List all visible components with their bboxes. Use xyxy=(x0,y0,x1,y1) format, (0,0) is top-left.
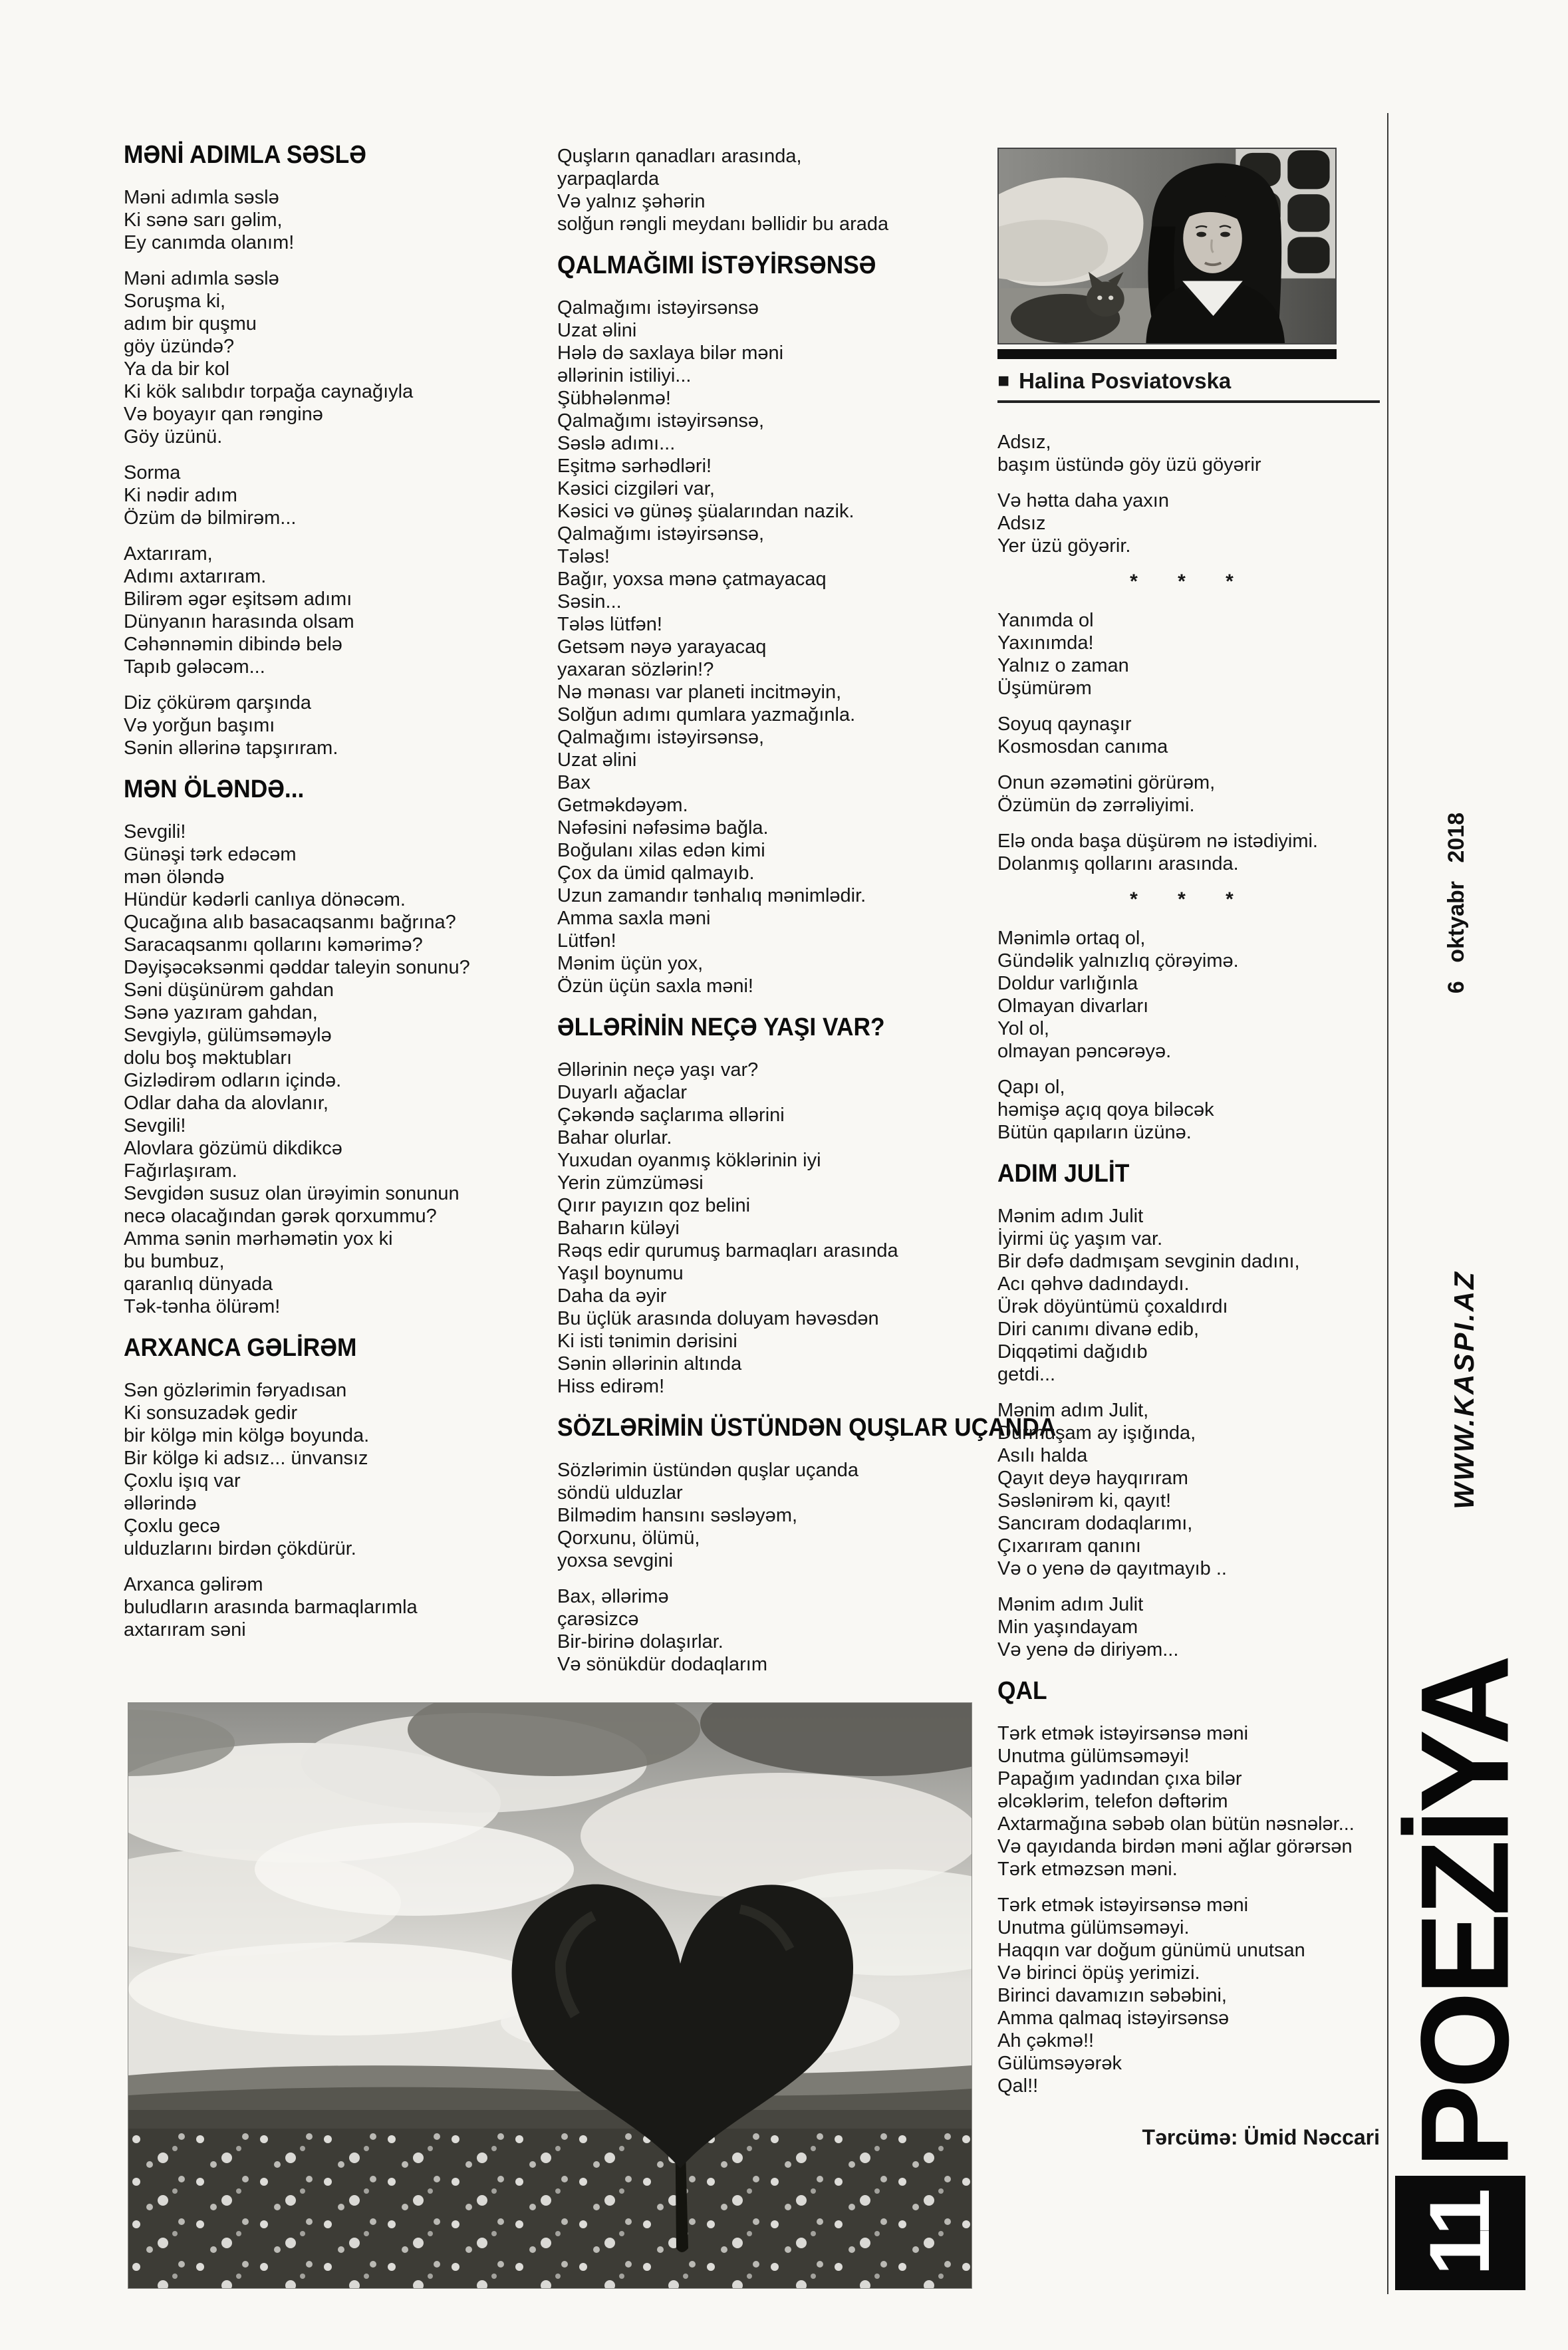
stanza xyxy=(997,830,1383,875)
poem-line: Elə onda başa düşürəm nə istədiyimi. xyxy=(997,831,1318,852)
poem-line: Qorxunu, ölümü, xyxy=(557,1527,700,1549)
poem-line: çarəsizcə xyxy=(557,1609,639,1630)
poem-line: Hələ də saxlaya bilər məni xyxy=(557,342,784,364)
poem-title: SÖZLƏRİMİN ÜSTÜNDƏN QUŞLAR UÇANDA xyxy=(557,1414,1057,1442)
poem-line: Durmuşam ay işığında, xyxy=(997,1422,1196,1444)
poem-line: göy üzündə? xyxy=(124,336,235,357)
poem-line: Uzun zamandır tənhalıq mənimlədir. xyxy=(557,885,866,906)
photo-caption xyxy=(997,368,1380,394)
poem-line: Doldur varlığınla xyxy=(997,973,1138,994)
poem-line: Çəkəndə saçlarıma əllərini xyxy=(557,1105,785,1126)
poem-line: başım üstündə göy üzü göyərir xyxy=(997,454,1261,475)
poem-line: Tələs lütfən! xyxy=(557,614,662,635)
poem-line: adım bir quşmu xyxy=(124,313,257,334)
poem-line: Sancıram dodaqlarımı, xyxy=(997,1513,1193,1534)
poem-line: Acı qəhvə dadındaydı. xyxy=(997,1273,1190,1295)
poem-line: Kəsici cizgiləri var, xyxy=(557,478,715,499)
poem-line: Yaşıl boynumu xyxy=(557,1263,684,1284)
poem-line: solğun rəngli meydanı bəllidir bu arada xyxy=(557,213,889,235)
stanza xyxy=(997,713,1383,758)
poem-line: Adsız xyxy=(997,513,1046,534)
poem-line: Arxanca gəlirəm xyxy=(124,1574,263,1595)
poem-line: Qayıt deyə hayqırıram xyxy=(997,1468,1188,1489)
poem-line: İyirmi üç yaşım var. xyxy=(997,1228,1163,1249)
poem-line: Səsin... xyxy=(557,591,622,612)
stanza xyxy=(124,1379,549,1560)
poem-line: Eşitmə sərhədləri! xyxy=(557,456,712,477)
poem-line: Sevgiylə, gülümsəməylə xyxy=(124,1025,332,1046)
poem-title: ADIM JULİT xyxy=(997,1160,1130,1188)
poem-line: Qal!! xyxy=(997,2075,1039,2097)
poem-line: Məni adımla səslə xyxy=(124,187,279,208)
poem-line: Özüm də bilmirəm... xyxy=(124,507,297,529)
poem-line: axtarıram səni xyxy=(124,1619,246,1640)
poem-line: Mənim adım Julit xyxy=(997,1594,1144,1615)
poem-line: Saracaqsanmı qollarını kəmərimə? xyxy=(124,934,423,956)
poem-line: Qalmağımı istəyirsənsə, xyxy=(557,523,765,545)
poem-line: Bütün qapıların üzünə. xyxy=(997,1122,1192,1143)
poem-line: Uzat əlini xyxy=(557,320,637,341)
poem-line: Bahar olurlar. xyxy=(557,1127,672,1148)
poem-line: Şübhələnmə! xyxy=(557,388,671,409)
poem-line: Tərk etmək istəyirsənsə məni xyxy=(997,1723,1249,1744)
poem-line: Getməkdəyəm. xyxy=(557,795,688,816)
stanza-separator: * * * xyxy=(1130,571,1251,592)
stanza xyxy=(124,267,549,448)
poem-line: Özümün də zərrəliyimi. xyxy=(997,795,1195,816)
poem-line: Və qayıdanda birdən məni ağlar görərsən xyxy=(997,1836,1353,1857)
stanza xyxy=(997,1205,1383,1386)
caption-rule xyxy=(997,400,1380,403)
poem-line: Qucağına alıb basacaqsanmı bağrına? xyxy=(124,912,456,933)
poem-line: Kəsici və günəş şüalarından nazik. xyxy=(557,501,854,522)
poem-line: Ah çəkmə!! xyxy=(997,2030,1095,2051)
stanza xyxy=(997,1593,1383,1661)
stanza xyxy=(124,543,549,678)
poem-line: Yer üzü göyərir. xyxy=(997,535,1131,557)
poem-line: Dolanmış qollarını arasında. xyxy=(997,853,1239,874)
poem-line: Bax, əllərimə xyxy=(557,1586,669,1607)
poem-line: Çoxlu işıq var xyxy=(124,1470,241,1492)
poem-line: Olmayan divarları xyxy=(997,995,1149,1017)
poem-line: Hündür kədərli canlıya dönəcəm. xyxy=(124,889,406,910)
poem-line: Ey canımda olanım! xyxy=(124,232,295,253)
stanza xyxy=(557,1059,989,1398)
poem-line: qaranlıq dünyada xyxy=(124,1273,273,1295)
poem-line: Lütfən! xyxy=(557,930,616,952)
poem-line: Bağır, yoxsa mənə çatmayacaq xyxy=(557,569,827,590)
poem-line: Və boyayır qan rənginə xyxy=(124,404,323,425)
poem-line: söndü ulduzlar xyxy=(557,1482,683,1503)
poem-line: Uzat əlini xyxy=(557,749,637,771)
poem-line: yaxaran sözlərin!? xyxy=(557,659,714,680)
poem-line: Bir kölgə ki adsız... ünvansız xyxy=(124,1448,368,1469)
poem-line: Gizlədirəm odların içində. xyxy=(124,1070,342,1091)
poem-line: Tərk etmək istəyirsənsə məni xyxy=(997,1894,1249,1916)
poem-line: Adsız, xyxy=(997,432,1051,453)
stanza xyxy=(997,771,1383,817)
poem-line: mən öləndə xyxy=(124,866,225,888)
poetry-column-3-text xyxy=(997,431,1383,2097)
poem-line: həmişə açıq qoya biləcək xyxy=(997,1099,1214,1120)
poem-line: Amma saxla məni xyxy=(557,908,711,929)
poem-line: Boğulanı xilas edən kimi xyxy=(557,840,765,861)
page-number-box xyxy=(1395,2176,1525,2290)
poem-line: Məni adımla səslə xyxy=(124,268,279,289)
stanza xyxy=(124,186,549,254)
poem-line: Çoxlu gecə xyxy=(124,1515,221,1537)
poem-line: Qalmağımı istəyirsənsə xyxy=(557,297,759,319)
poem-line: Alovlara gözümü dikdikcə xyxy=(124,1138,342,1159)
stanza xyxy=(557,1459,989,1572)
poem-line: Mənim adım Julit, xyxy=(997,1400,1149,1421)
right-edge-divider-rule xyxy=(1387,113,1388,2294)
stanza xyxy=(557,297,989,997)
poem-line: buludların arasında barmaqlarımla xyxy=(124,1597,418,1618)
poem-line: əllərinin istiliyi... xyxy=(557,365,692,386)
poem-line: Günəşi tərk edəcəm xyxy=(124,844,297,865)
poem-line: Qalmağımı istəyirsənsə, xyxy=(557,727,765,748)
poem-line: yoxsa sevgini xyxy=(557,1550,674,1571)
poem-line: Papağım yadından çıxa bilər xyxy=(997,1768,1242,1789)
poem-line: Diri canımı divanə edib, xyxy=(997,1319,1200,1340)
heart-tree-illustration xyxy=(128,1703,972,2288)
poem-line: Ki sənə sarı gəlim, xyxy=(124,209,283,231)
poem-line: Ki kök salıbdır torpağa caynağıyla xyxy=(124,381,414,402)
poem-line: Haqqın var doğum günümü unutsan xyxy=(997,1940,1305,1961)
poem-line: Tələs! xyxy=(557,546,610,567)
stanza xyxy=(997,1894,1383,2097)
poem-line: Tək-tənha ölürəm! xyxy=(124,1296,281,1317)
stanza xyxy=(997,1076,1383,1144)
poem-line: Unutma gülümsəməyi. xyxy=(997,1917,1190,1938)
poem-line: bir kölgə min kölgə boyunda. xyxy=(124,1425,370,1446)
poem-line: Bax xyxy=(557,772,590,793)
poem-line: bu bumbuz, xyxy=(124,1251,225,1272)
poem-line: Sən gözlərimin fəryadısan xyxy=(124,1380,347,1401)
poem-line: Duyarlı ağaclar xyxy=(557,1082,688,1103)
poem-line: yarpaqlarda xyxy=(557,168,660,190)
poem-line: Sorma xyxy=(124,462,181,483)
poem-line: Getsəm nəyə yarayacaq xyxy=(557,636,767,658)
heart-tree-photo xyxy=(128,1702,972,2289)
poem-line: əllərində xyxy=(124,1493,197,1514)
poem-line: Yuxudan oyanmış köklərinin iyi xyxy=(557,1150,821,1171)
poem-line: Baharın küləyi xyxy=(557,1218,680,1239)
poem-line: Nə mənası var planeti incitməyin, xyxy=(557,682,842,703)
poem-line: ulduzlarını birdən çökdürür. xyxy=(124,1538,356,1559)
poem-line: Fağırlaşıram. xyxy=(124,1160,237,1182)
poem-line: Qalmağımı istəyirsənsə, xyxy=(557,410,765,432)
poem-line: Rəqs edir qurumuş barmaqları arasında xyxy=(557,1240,898,1261)
poem-line: Səslə adımı... xyxy=(557,433,676,454)
poem-line: Sözlərimin üstündən quşlar uçanda xyxy=(557,1460,858,1481)
poem-line: Quşların qanadları arasında, xyxy=(557,146,802,167)
poem-line: Və sönükdür dodaqlarım xyxy=(557,1654,767,1675)
poem-line: Yerin zümzüməsi xyxy=(557,1172,704,1194)
poem-line: Sevgili! xyxy=(124,1115,186,1136)
poem-title: ƏLLƏRİNİN NEÇƏ YAŞI VAR? xyxy=(557,1013,885,1041)
poem-line: Özün üçün saxla məni! xyxy=(557,976,753,997)
poem-line: Çıxarıram qanını xyxy=(997,1535,1141,1557)
poem-line: Dəyişəcəksənmi qəddar taleyin sonunu? xyxy=(124,957,470,978)
issue-date-vertical: 6 oktyabr 2018 xyxy=(1444,812,1469,994)
stanza xyxy=(124,461,549,529)
stanza xyxy=(997,1399,1383,1580)
poem-line: Tapıb gələcəm... xyxy=(124,656,265,678)
poem-line: Sənin əllərinə tapşırıram. xyxy=(124,737,338,759)
poem-line: Səni düşünürəm gahdan xyxy=(124,979,334,1001)
poem-line: Ki nədir adım xyxy=(124,485,237,506)
stanza xyxy=(997,489,1383,557)
poem-line: Daha da əyir xyxy=(557,1285,667,1307)
poem-line: getdi... xyxy=(997,1364,1056,1385)
poet-portrait-photo xyxy=(997,148,1337,344)
stanza-separator: * * * xyxy=(1130,888,1251,910)
poem-title: QALMAĞIMI İSTƏYİRSƏNSƏ xyxy=(557,251,876,279)
poem-line: Axtarmağına səbəb olan bütün nəsnələr... xyxy=(997,1813,1355,1835)
poem-line: Göy üzünü. xyxy=(124,426,223,448)
poem-line: Axtarıram, xyxy=(124,543,213,565)
poem-line: Ya da bir kol xyxy=(124,358,230,380)
poem-line: Amma qalmaq istəyirsənsə xyxy=(997,2008,1230,2029)
poem-line: Gündəlik yalnızlıq çörəyimə. xyxy=(997,950,1239,972)
poem-line: dolu boş məktubları xyxy=(124,1047,293,1069)
poem-title: ARXANCA GƏLİRƏM xyxy=(124,1334,357,1362)
poem-line: Və yalnız şəhərin xyxy=(557,191,706,212)
poem-line: Bilirəm əgər eşitsəm adımı xyxy=(124,588,352,610)
poem-line: Yaxınımda! xyxy=(997,632,1094,654)
poem-line: necə olacağından gərək qorxummu? xyxy=(124,1206,437,1227)
poem-line: Bir-birinə dolaşırlar. xyxy=(557,1631,723,1652)
poem-line: Və hətta daha yaxın xyxy=(997,490,1169,511)
page-number: 11 xyxy=(1412,2190,1508,2276)
poem-line: Sevgili! xyxy=(124,821,186,843)
poem-line: Qırır payızın qoz belini xyxy=(557,1195,751,1216)
poem-line: Nəfəsini nəfəsimə bağla. xyxy=(557,817,769,839)
poem-line: Sənin əllərinin altında xyxy=(557,1353,742,1374)
stanza xyxy=(997,1722,1383,1881)
poem-line: Asılı halda xyxy=(997,1445,1088,1466)
poem-line: Hiss edirəm! xyxy=(557,1376,665,1397)
stanza xyxy=(124,1573,549,1641)
photo-caption-text: Halina Posviatovska xyxy=(1019,368,1232,393)
poem-line: Odlar daha da alovlanır, xyxy=(124,1093,328,1114)
poem-title: MƏNİ ADIMLA SƏSLƏ xyxy=(124,141,366,169)
stanza xyxy=(124,821,549,1318)
poem-line: Cəhənnəmin dibində belə xyxy=(124,634,342,655)
poem-line: Üşümürəm xyxy=(997,678,1092,699)
poem-line: Ki isti tənimin dərisini xyxy=(557,1331,737,1352)
poem-line: Sevgidən susuz olan ürəyimin sonunun xyxy=(124,1183,459,1204)
poem-line: Mənim adım Julit xyxy=(997,1206,1144,1227)
poet-photo-block xyxy=(997,148,1380,403)
portrait-illustration xyxy=(999,149,1335,343)
photo-underline-bar xyxy=(997,349,1337,359)
poem-line: Və yenə də diriyəm... xyxy=(997,1639,1179,1660)
poem-title: MƏN ÖLƏNDƏ... xyxy=(124,775,305,803)
poem-line: əlcəklərim, telefon dəftərim xyxy=(997,1791,1228,1812)
poem-line: Amma sənin mərhəmətin yox ki xyxy=(124,1228,393,1249)
poem-line: Unutma gülümsəməyi! xyxy=(997,1746,1190,1767)
poem-line: Solğun adımı qumlara yazmağınla. xyxy=(557,704,856,725)
poem-line: Diz çökürəm qarşında xyxy=(124,692,312,714)
website-vertical: WWW.KASPI.AZ xyxy=(1448,1270,1480,1509)
poem-line: Bir dəfə dadmışam sevginin dadını, xyxy=(997,1251,1300,1272)
poem-line: Və yorğun başımı xyxy=(124,715,275,736)
poem-line: Tərk etməzsən məni. xyxy=(997,1859,1178,1880)
poem-line: Çox da ümid qalmayıb. xyxy=(557,862,755,884)
poem-line: olmayan pəncərəyə. xyxy=(997,1041,1172,1062)
translator-credit: Tərcümə: Ümid Nəccari xyxy=(1142,2125,1380,2149)
stanza xyxy=(557,145,989,235)
poem-line: Birinci davamızın səbəbini, xyxy=(997,1985,1227,2006)
caption-square-bullet: ■ xyxy=(997,370,1010,392)
poem-title: QAL xyxy=(997,1677,1047,1705)
poem-line: Sənə yazıram gahdan, xyxy=(124,1002,318,1023)
poem-line: Qapı ol, xyxy=(997,1077,1065,1098)
poem-line: Soyuq qaynaşır xyxy=(997,714,1132,735)
poem-line: Onun əzəmətini görürəm, xyxy=(997,772,1216,793)
poem-line: Mənim üçün yox, xyxy=(557,953,704,974)
poem-line: Əllərinin neçə yaşı var? xyxy=(557,1059,759,1081)
poem-line: Adımı axtarıram. xyxy=(124,566,267,587)
poetry-column-1 xyxy=(124,141,549,1654)
stanza xyxy=(124,692,549,759)
poem-line: Yol ol, xyxy=(997,1018,1049,1039)
poem-line: Soruşma ki, xyxy=(124,291,226,312)
poem-line: Səslənirəm ki, qayıt! xyxy=(997,1490,1172,1511)
poem-line: Bu üçlük arasında doluyam həvəsdən xyxy=(557,1308,879,1329)
poem-line: Gülümsəyərək xyxy=(997,2053,1122,2074)
poem-line: Və o yenə də qayıtmayıb .. xyxy=(997,1558,1227,1579)
poem-line: Yanımda ol xyxy=(997,610,1094,631)
stanza xyxy=(997,431,1383,476)
poem-line: Ürək döyüntümü çoxaldırdı xyxy=(997,1296,1228,1317)
poem-line: Və birinci öpüş yerimizi. xyxy=(997,1962,1200,1984)
stanza xyxy=(997,609,1383,700)
section-title-vertical: POEZİYA xyxy=(1394,1658,1535,2168)
poem-line: Dünyanın harasında olsam xyxy=(124,611,354,632)
poem-line: Min yaşındayam xyxy=(997,1617,1138,1638)
poetry-column-3 xyxy=(997,148,1383,2150)
poem-line: Yalnız o zaman xyxy=(997,655,1129,676)
poem-line: Ki sonsuzadək gedir xyxy=(124,1402,298,1424)
poem-line: Diqqətimi dağıdıb xyxy=(997,1341,1148,1363)
stanza xyxy=(997,927,1383,1063)
poem-line: Mənimlə ortaq ol, xyxy=(997,928,1146,949)
stanza xyxy=(557,1585,989,1676)
poem-line: Bilmədim hansını səsləyəm, xyxy=(557,1505,798,1526)
poem-line: Kosmosdan canıma xyxy=(997,736,1168,757)
